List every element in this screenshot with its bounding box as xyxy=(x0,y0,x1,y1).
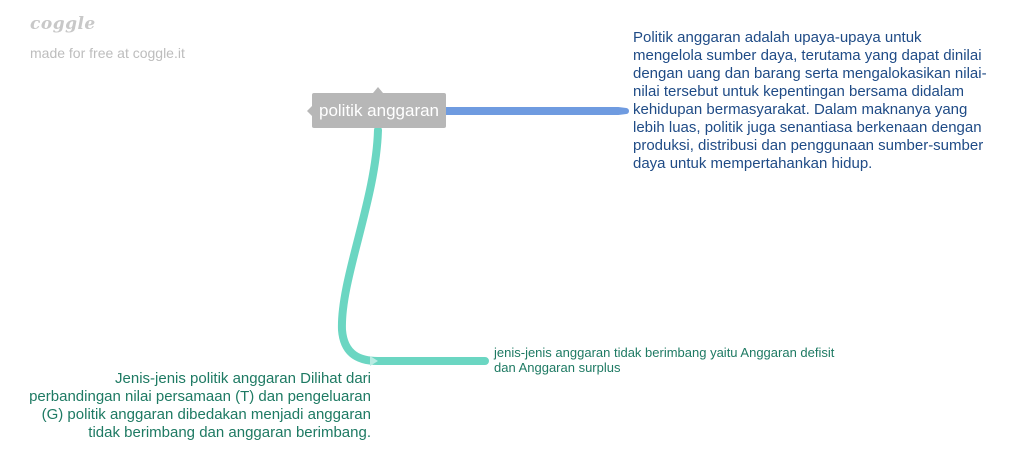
definition-node[interactable]: Politik anggaran adalah upaya-upaya untuk mengelola sumber daya, terutama yang dapat dinilai dengan uang dan barang serta mengalokasikan nilai-nilai tersebut untuk kepentingan bersama didalam kehidupan bermasyarakat. Dalam maknanya yang lebih luas, politik juga senantiasa berkenaan dengan produksi, distribusi dan penggunaan sumber-sumber daya untuk mempertahankan hidup. xyxy=(633,29,987,172)
branch-definition xyxy=(446,110,626,112)
brand-tagline[interactable]: made for free at coggle.it xyxy=(30,45,185,61)
types-unbalanced-node[interactable]: jenis-jenis anggaran tidak berimbang yaitu Anggaran defisit dan Anggaran surplus xyxy=(494,345,835,375)
root-node[interactable]: politik anggaran xyxy=(312,93,446,128)
coggle-logo[interactable]: coggle xyxy=(30,14,96,34)
branch-types xyxy=(342,130,485,361)
types-overview-node[interactable]: Jenis-jenis politik anggaran Dilihat dari perbandingan nilai persamaan (T) dan pengeluaran (G) politik anggaran dibedakan menjadi anggaran tidak berimbang dan anggaran berimbang. xyxy=(29,370,371,441)
